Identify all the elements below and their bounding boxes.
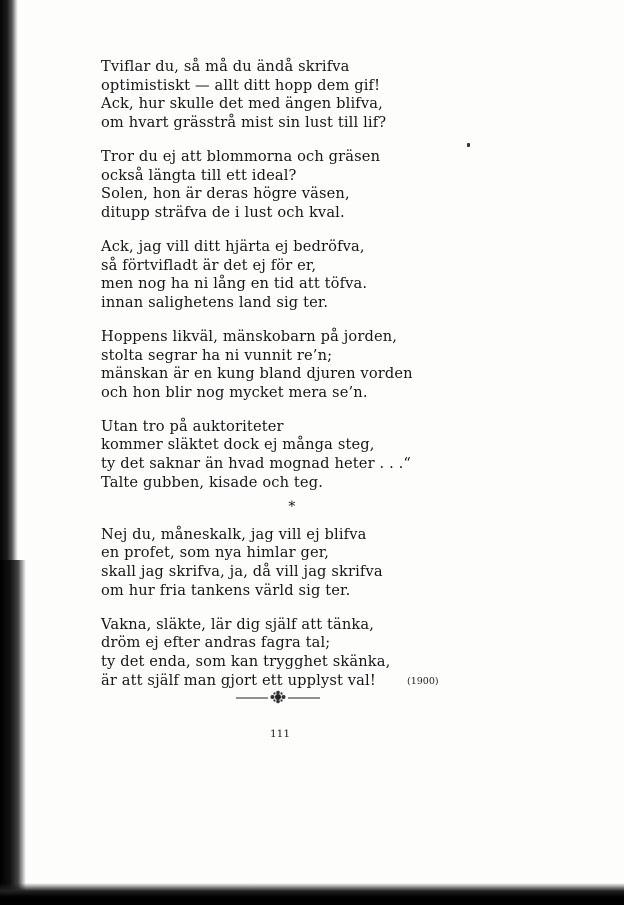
page-number: 111 <box>269 728 291 740</box>
poem-line: Talte gubben, kisade och teg. <box>101 473 323 491</box>
poem-line: mänskan är en kung bland djuren vorden <box>101 365 413 383</box>
poem-line: Utan tro på auktoriteter <box>101 417 284 435</box>
poem-line: och hon blir nog mycket mera se’n. <box>101 383 368 401</box>
poem-line: men nog ha ni lång en tid att töfva. <box>101 275 368 293</box>
poem-line: ditupp sträfva de i lust och kval. <box>101 203 345 221</box>
poem-line: stolta segrar ha ni vunnit re’n; <box>101 346 333 364</box>
poem-line: så förtvifladt är det ej för er, <box>101 256 317 274</box>
poem-line: Ack, jag vill ditt hjärta ej bedröfva, <box>101 237 365 255</box>
poem-line: om hur fria tankens värld sig ter. <box>101 581 351 599</box>
poem-line: optimistiskt — allt ditt hopp dem gif! <box>101 76 381 94</box>
stanza-3 <box>101 238 421 312</box>
poem-line: Ack, hur skulle det med ängen blifva, <box>101 95 383 113</box>
stanza-4 <box>101 328 421 402</box>
stanza-6 <box>101 526 421 600</box>
poem-line: Hoppens likväl, mänskobarn på jorden, <box>101 327 398 345</box>
poem-line: skall jag skrifva, ja, då vill jag skrifva <box>101 563 383 581</box>
poem-line: dröm ej efter andras fagra tal; <box>101 634 331 652</box>
poem-line: Tror du ej att blommorna och gräsen <box>101 147 381 165</box>
scan-speck <box>467 143 470 147</box>
poem-line: kommer släktet dock ej många steg, <box>101 436 375 454</box>
poem-line: Tviflar du, så må du ändå skrifva <box>101 58 350 75</box>
stanza-5 <box>101 418 421 492</box>
poem-line: en profet, som nya himlar ger, <box>101 544 330 562</box>
poem-line: också längta till ett ideal? <box>101 166 297 184</box>
poem-line: ty det enda, som kan trygghet skänka, <box>101 653 391 670</box>
binding-edge-shadow <box>0 560 26 905</box>
poem-line: innan salighetens land sig ter. <box>101 293 329 311</box>
stanza-7 <box>101 616 421 690</box>
stanza-2 <box>101 148 421 222</box>
poem-body <box>101 58 421 706</box>
stanza-1 <box>101 58 421 132</box>
poem-line: Vakna, släkte, lär dig själf att tänka, <box>101 615 375 633</box>
poem-line: är att själf man gjort ett upplyst val! <box>101 671 376 689</box>
poem-line: Nej du, måneskalk, jag vill ej blifva <box>101 525 367 543</box>
floral-rule-ornament-icon <box>236 690 320 704</box>
section-separator: * <box>288 498 296 515</box>
poem-line: ty det saknar än hvad mognad heter . . .“ <box>101 455 412 473</box>
scan-bottom-edge <box>0 883 624 905</box>
poem-line: Solen, hon är deras högre väsen, <box>101 185 350 203</box>
poem-line: om hvart grässtrå mist sin lust till lif? <box>101 113 387 131</box>
poem-date: (1900) <box>407 676 439 687</box>
